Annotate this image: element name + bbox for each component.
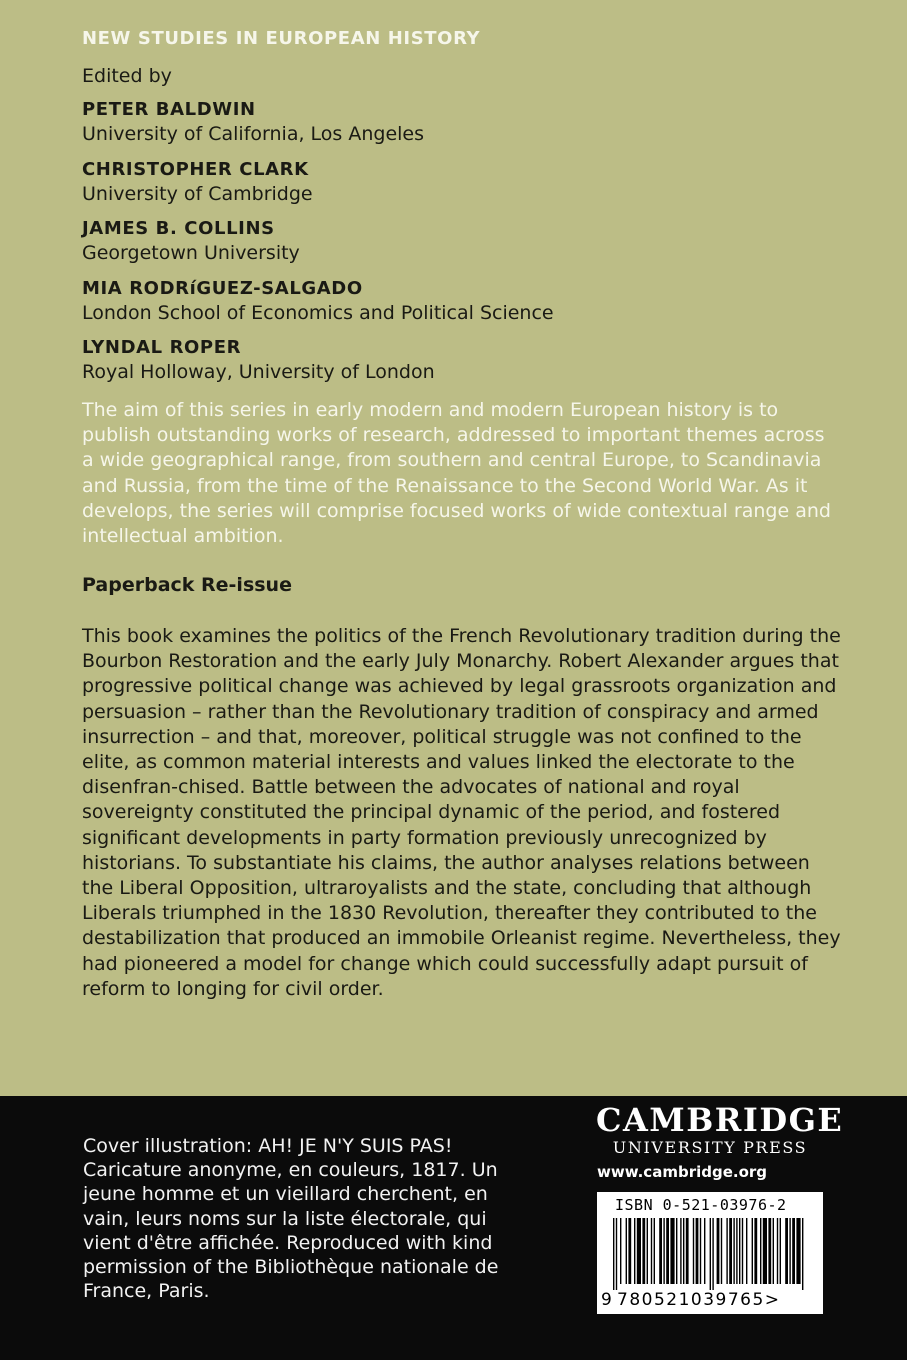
editor-institution: Royal Holloway, University of London <box>82 361 435 383</box>
book-blurb-paragraph: This book examines the politics of the French Revolutionary tradition during the Bourbon Restoration and the early July Monarchy. Robert Alexander argues that progressive political change was achieved by legal grassroots organization and persuasion – rather than the Revolutionary tradition of conspiracy and armed insurrection – and that, moreover, political struggle was not confined to the elite, as common material interests and values linked the electorate to the disenfran-chised. Battle between the advocates of national and royal sovereignty constituted the principal dynamic of the period, and fostered significant developments in party formation previously unrecognized by historians. To substantiate his claims, the author analyses relations between the Liberal Opposition, ultraroyalists and the state, concluding that although Liberals triumphed in the 1830 Revolution, thereafter they contributed to the destabilization that produced an immobile Orleanist regime. Nevertheless, they had pioneered a model for change which could successfully adapt pursuit of reform to longing for civil order. <box>82 625 841 1000</box>
editor-name: CHRISTOPHER CLARK <box>82 159 309 180</box>
editor-entry <box>82 277 554 326</box>
editor-entry <box>82 158 313 207</box>
editor-name: MIA RODRíGUEZ-SALGADO <box>82 278 363 299</box>
barcode-main-digits: 780521039765 <box>617 1290 765 1310</box>
editor-institution: University of Cambridge <box>82 183 313 205</box>
edited-by-label: Edited by <box>82 65 172 87</box>
editor-entry <box>82 336 435 385</box>
editor-institution: London School of Economics and Political Science <box>82 302 554 324</box>
isbn-barcode-box <box>597 1192 823 1314</box>
barcode-end-mark: > <box>764 1290 781 1310</box>
barcode-first-digit: 9 <box>601 1290 612 1310</box>
publisher-logo-name: CAMBRIDGE <box>596 1101 844 1139</box>
editor-entry <box>82 98 424 147</box>
barcode-digit-string <box>617 1290 781 1310</box>
isbn-label: ISBN 0-521-03976-2 <box>615 1196 787 1214</box>
publisher-logo-press: UNIVERSITY PRESS <box>612 1138 808 1157</box>
editor-institution: Georgetown University <box>82 242 300 264</box>
editor-entry <box>82 217 300 266</box>
barcode-icon <box>611 1218 809 1290</box>
editor-name: LYNDAL ROPER <box>82 337 242 358</box>
publisher-url: www.cambridge.org <box>597 1163 768 1181</box>
series-title: NEW STUDIES IN EUROPEAN HISTORY <box>82 28 481 49</box>
editor-name: JAMES B. COLLINS <box>82 218 275 239</box>
editor-institution: University of California, Los Angeles <box>82 123 425 145</box>
reissue-label: Paperback Re-issue <box>82 574 292 596</box>
editor-name: PETER BALDWIN <box>82 99 256 120</box>
cover-illustration-credit: Cover illustration: AH! JE N'Y SUIS PAS! Caricature anonyme, en couleurs, 1817. Un jeune homme et un vieillard cherchent, en vain, leurs noms sur la liste électorale, qui vient d'être affichée. Reproduced with kind permission of the Bibliothèque nationale de France, Paris. <box>83 1135 499 1303</box>
series-aim-paragraph: The aim of this series in early modern and modern European history is to publish outstanding works of research, addressed to important themes across a wide geographical range, from southern and central Europe, to Scandinavia and Russia, from the time of the Renaissance to the Second World War. As it develops, the series will comprise focused works of wide contextual range and intellectual ambition. <box>82 399 831 548</box>
